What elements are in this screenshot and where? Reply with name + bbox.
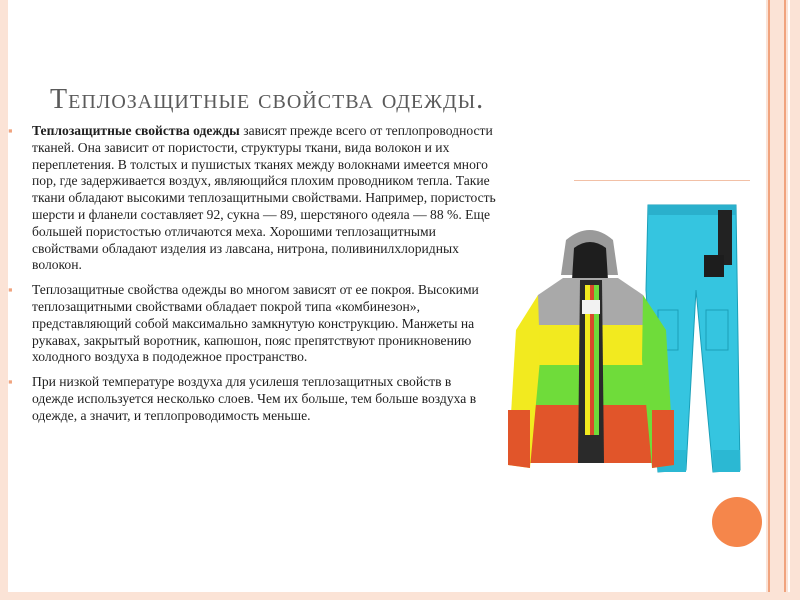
paragraph-text: При низкой температуре воздуха для усилешя теплозащитных свойств в одежде используется несколько слоев. Чем их больше, тем больше воздуха в одежде, а значит, и теплопроводимость меньше. [32, 374, 477, 423]
paragraph-3 [8, 374, 496, 424]
frame-bottom-border [0, 592, 800, 600]
frame-right-outer [790, 0, 800, 600]
paragraph-text: Теплозащитные свойства одежды во многом зависят от ее покроя. Высокими теплозащитными свойствами обладает покрой типа «комбинезон», представляющий собой максимально замкнутую конструкцию. Манжеты на рукавах, закрытый воротник, капюшон, пояс препятствуют проникновению холодного воздуха в пододежное пространство. [32, 282, 479, 365]
frame-left-border [0, 0, 8, 600]
decorative-line [574, 180, 750, 181]
frame-right-line [768, 0, 770, 600]
slide-body [8, 123, 496, 433]
decorative-circle [712, 497, 762, 547]
paragraph-2 [8, 282, 496, 366]
ski-suit-image [508, 200, 758, 485]
frame-right-line [784, 0, 786, 600]
bullet-icon: ▪ [8, 123, 13, 138]
paragraph-bold-lead: Теплозащитные свойства одежды [32, 123, 240, 138]
paragraph-text: зависят прежде всего от теплопроводности тканей. Она зависит от пористости, структуры ткани, вида волокон и их переплетения. В толстых и пушистых тканях между волокнами имеется много пор, где задерживается воздух, являющийся плохим проводником тепла. Такие ткани обладают высокими теплозащитными свойствами. Например, пористость шерсти и фланели составляет 92, сукна — 89, шерстяного одеяла — 88 %. Еще большей пористостью отличаются меха. Хорошими теплозащитными свойствами обладают изделия из лавсана, нитрона, поливинилхлоридных волокон. [32, 123, 496, 273]
paragraph-1 [8, 123, 496, 274]
bullet-icon: ▪ [8, 282, 13, 298]
slide-title: Теплозащитные свойства одежды. [50, 84, 485, 115]
bullet-icon: ▪ [8, 374, 13, 390]
